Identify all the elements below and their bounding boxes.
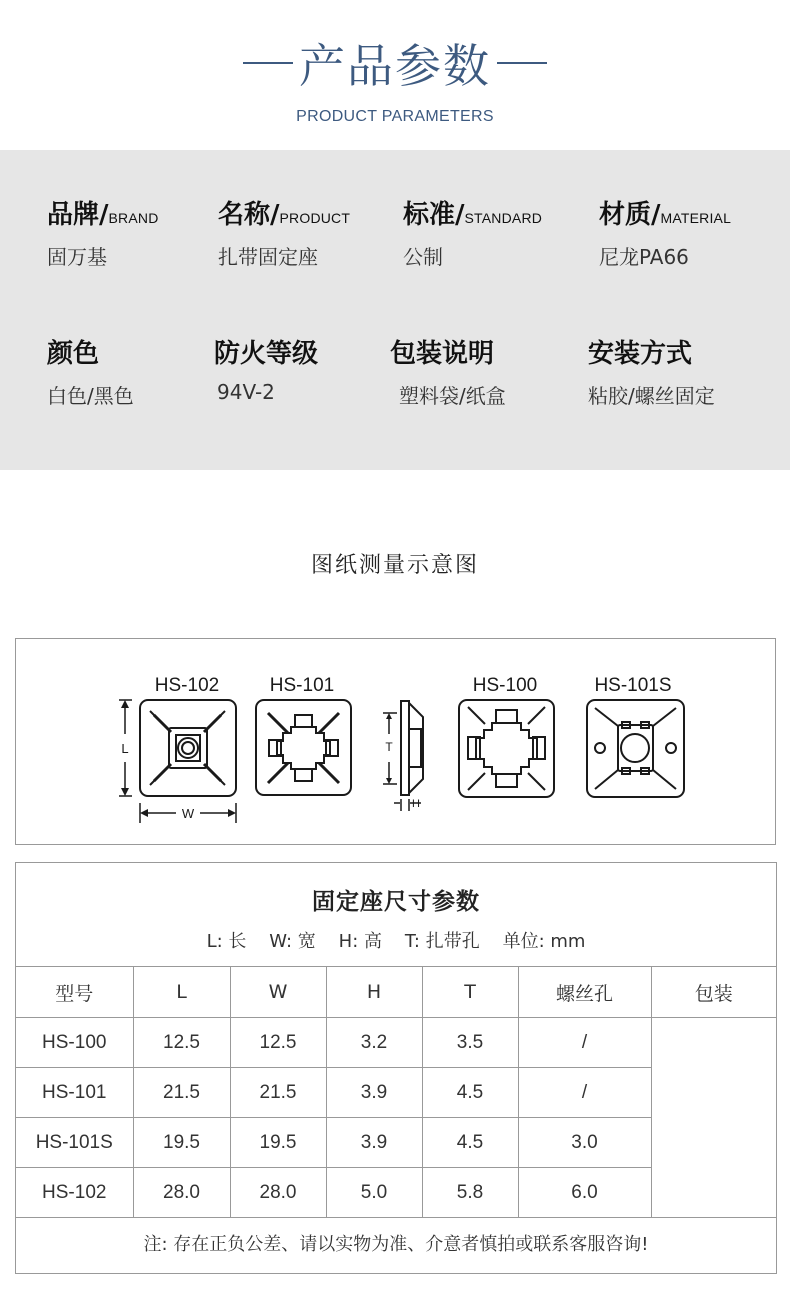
spec-table-legend: L: 长 W: 宽 H: 高 T: 扎带孔 单位: mm (206, 931, 586, 952)
tolerance-note: 注: 存在正负公差、请以实物为准、介意者慎拍或联系客服咨询! (143, 1234, 649, 1255)
model-label-hs101s: HS-101S (594, 675, 672, 696)
param-label-cn: 名称/ (218, 200, 280, 230)
param-label (588, 333, 715, 370)
model-label-hs100: HS-100 (472, 675, 538, 696)
hs102-drawing (119, 700, 236, 823)
table-cell: 5.8 (422, 1168, 518, 1218)
technical-drawing (16, 639, 776, 845)
table-cell: 5.0 (326, 1168, 422, 1218)
table-cell-model: HS-102 (16, 1168, 133, 1218)
table-cell: / (518, 1068, 651, 1118)
param-label (214, 333, 318, 370)
model-label-hs102: HS-102 (154, 675, 220, 696)
param-label-en: MATERIAL (660, 210, 732, 226)
size-parameter-table-box (15, 862, 777, 1274)
table-header-cell: T (422, 967, 518, 1018)
table-cell: 4.5 (422, 1118, 518, 1168)
param-label-cn: 品牌/ (47, 200, 109, 230)
table-row (16, 1018, 776, 1068)
param-packaging (390, 333, 506, 409)
table-cell: 4.5 (422, 1068, 518, 1118)
table-header-row (16, 967, 776, 1018)
dim-label-l: L (121, 741, 129, 756)
title-left-rule (243, 62, 293, 64)
table-cell-model: HS-101S (16, 1118, 133, 1168)
param-label-en: BRAND (108, 210, 159, 226)
param-color (47, 333, 134, 409)
param-value: 公制 (403, 245, 443, 269)
param-label (218, 194, 350, 231)
dim-label-h: H (412, 798, 420, 810)
table-cell-packaging (651, 1018, 776, 1218)
table-cell: 3.5 (422, 1018, 518, 1068)
table-cell-model: HS-101 (16, 1068, 133, 1118)
table-cell: 3.0 (518, 1118, 651, 1168)
param-label-en: PRODUCT (279, 210, 351, 226)
param-standard (403, 194, 542, 270)
table-header-cell: W (230, 967, 326, 1018)
table-cell: 12.5 (133, 1018, 230, 1068)
table-cell: / (518, 1018, 651, 1068)
param-value: 白色/黑色 (47, 384, 134, 408)
param-value: 粘胶/螺丝固定 (588, 384, 715, 408)
spec-table-title: 固定座尺寸参数 (312, 889, 480, 915)
side-profile-drawing (383, 701, 423, 811)
param-label (47, 333, 134, 370)
table-cell: 12.5 (230, 1018, 326, 1068)
param-value: 94V-2 (217, 380, 275, 404)
page-title: 产品参数 (299, 39, 491, 93)
table-cell: 6.0 (518, 1168, 651, 1218)
param-value: 塑料袋/纸盒 (399, 384, 506, 408)
table-cell: 3.9 (326, 1118, 422, 1168)
table-header-cell: H (326, 967, 422, 1018)
table-cell: 19.5 (133, 1118, 230, 1168)
table-header-cell: L (133, 967, 230, 1018)
param-value: 扎带固定座 (218, 245, 318, 269)
technical-drawing-box (15, 638, 776, 845)
param-product (218, 194, 350, 270)
param-fire-rating (214, 333, 318, 404)
param-material (599, 194, 731, 270)
param-installation (588, 333, 715, 409)
param-label-cn: 标准/ (403, 200, 465, 230)
table-cell: 3.9 (326, 1068, 422, 1118)
table-cell: 3.2 (326, 1018, 422, 1068)
param-label-en: STANDARD (464, 210, 543, 226)
table-cell: 19.5 (230, 1118, 326, 1168)
table-cell: 28.0 (230, 1168, 326, 1218)
param-label-cn: 防火等级 (214, 339, 319, 369)
table-cell: 28.0 (133, 1168, 230, 1218)
table-header-cell: 包装 (651, 967, 776, 1018)
dim-label-t: T (385, 740, 393, 754)
dim-label-w: W (181, 806, 195, 821)
table-cell-model: HS-100 (16, 1018, 133, 1068)
param-label-cn: 材质/ (599, 200, 661, 230)
size-parameter-table (16, 966, 776, 1218)
param-label-cn: 包装说明 (390, 339, 495, 369)
hs100-drawing (459, 700, 554, 797)
model-label-hs101: HS-101 (269, 675, 335, 696)
table-cell: 21.5 (230, 1068, 326, 1118)
table-header-cell: 螺丝孔 (518, 967, 651, 1018)
table-cell: 21.5 (133, 1068, 230, 1118)
product-parameters-panel (0, 150, 790, 470)
param-label-cn: 安装方式 (588, 339, 693, 369)
param-label (47, 194, 159, 231)
section-title (0, 28, 790, 98)
param-label (390, 333, 506, 370)
param-label (403, 194, 542, 231)
title-right-rule (497, 62, 547, 64)
param-value: 固万基 (47, 245, 107, 269)
drawing-caption: 图纸测量示意图 (310, 553, 479, 578)
param-value: 尼龙PA66 (599, 245, 689, 269)
page-subtitle: PRODUCT PARAMETERS (296, 108, 494, 125)
param-label (599, 194, 731, 231)
param-label-cn: 颜色 (47, 339, 100, 369)
hs101-drawing (256, 700, 351, 795)
table-header-cell: 型号 (16, 967, 133, 1018)
hs101s-drawing (587, 700, 684, 797)
param-brand (47, 194, 159, 270)
